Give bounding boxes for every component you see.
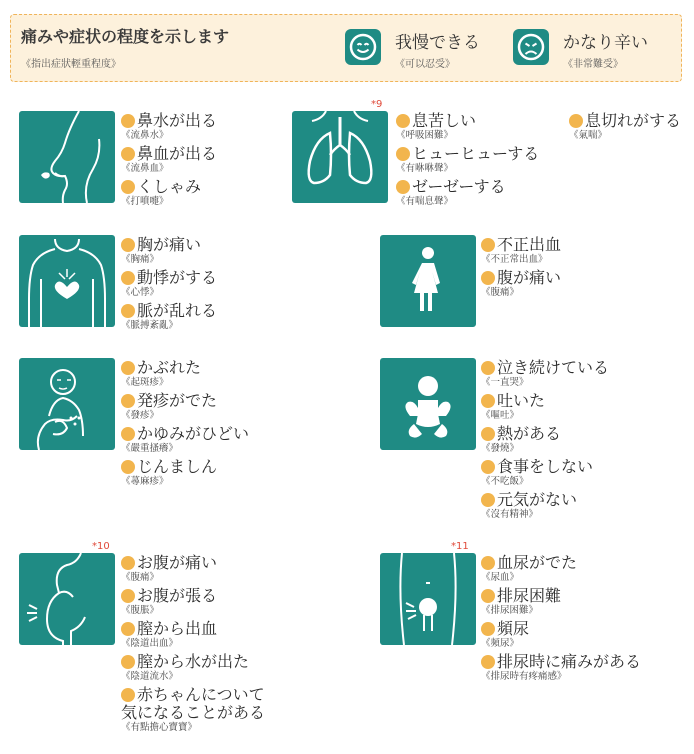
symptom-item[interactable]: 排尿時に痛みがある 《排尿時有疼痛感》 (481, 652, 642, 682)
bullet-dot (481, 238, 495, 252)
bullet-dot (481, 589, 495, 603)
nose-icon (19, 111, 115, 203)
bullet-dot (121, 114, 135, 128)
woman-icon (380, 235, 476, 327)
rash-icon (19, 358, 115, 450)
frowning-face-icon (513, 29, 549, 65)
baby-icon (380, 358, 476, 450)
bullet-dot (481, 271, 495, 285)
bullet-dot (121, 622, 135, 636)
symptom-item[interactable]: かゆみがひどい 《嚴重搔癢》 (121, 424, 250, 454)
symptom-item[interactable]: 頻尿 《頻尿》 (481, 619, 530, 649)
symptom-item[interactable]: 胸が痛い 《胸痛》 (121, 235, 202, 265)
bullet-dot (121, 147, 135, 161)
level-bearable-sub: 《可以忍受》 (395, 59, 455, 70)
level-painful-label: かなり辛い (563, 33, 648, 53)
chest-icon (19, 235, 115, 327)
bullet-dot (121, 688, 135, 702)
bladder-icon (380, 553, 476, 645)
bullet-dot (121, 238, 135, 252)
banner-subtitle: 《指出症狀輕重程度》 (21, 59, 121, 70)
symptom-item[interactable]: 鼻血が出る 《流鼻血》 (121, 144, 218, 174)
symptom-item[interactable]: ゼーゼーする 《有喘息聲》 (396, 177, 506, 207)
severity-legend-banner (10, 14, 682, 82)
symptom-item[interactable]: ヒューヒューする 《有咻咻聲》 (396, 144, 540, 174)
level-bearable-label: 我慢できる (395, 33, 480, 53)
symptom-item[interactable]: 泣き続けている 《一直哭》 (481, 358, 610, 388)
bullet-dot (121, 427, 135, 441)
bullet-dot (121, 556, 135, 570)
symptom-item[interactable]: 膣から水が出た 《陰道流水》 (121, 652, 250, 682)
bullet-dot (121, 655, 135, 669)
bullet-dot (121, 180, 135, 194)
bullet-dot (121, 589, 135, 603)
level-painful-sub: 《非常難受》 (563, 59, 623, 70)
symptom-item[interactable]: 血尿がでた 《尿血》 (481, 553, 578, 583)
bullet-dot (481, 460, 495, 474)
symptom-item[interactable]: じんましん 《蕁麻疹》 (121, 457, 218, 487)
bullet-dot (481, 361, 495, 375)
bullet-dot (481, 493, 495, 507)
smiling-face-icon (345, 29, 381, 65)
bullet-dot (481, 556, 495, 570)
footnote-mark: *11 (451, 541, 469, 552)
symptom-item[interactable]: 脈が乱れる 《脈搏紊亂》 (121, 301, 218, 331)
bullet-dot (481, 655, 495, 669)
symptom-item[interactable]: 食事をしない 《不吃飯》 (481, 457, 594, 487)
pregnant-icon (19, 553, 115, 645)
bullet-dot (481, 394, 495, 408)
symptom-item[interactable]: 腹が痛い 《腹痛》 (481, 268, 562, 298)
bullet-dot (481, 427, 495, 441)
footnote-mark: *10 (92, 541, 110, 552)
bullet-dot (121, 304, 135, 318)
symptom-item[interactable]: 息苦しい 《呼吸困難》 (396, 111, 477, 141)
bullet-dot (121, 271, 135, 285)
symptom-item[interactable]: かぶれた 《起斑疹》 (121, 358, 202, 388)
bullet-dot (396, 114, 410, 128)
symptom-item[interactable]: 赤ちゃんについて 気になることがある 《有點擔心寶寶》 (121, 685, 266, 733)
symptom-item[interactable]: くしゃみ 《打噴嚏》 (121, 177, 202, 207)
symptom-item[interactable]: 息切れがする 《氣喘》 (569, 111, 682, 141)
footnote-mark: *9 (371, 99, 383, 110)
bullet-dot (569, 114, 583, 128)
symptom-item[interactable]: 鼻水が出る 《流鼻水》 (121, 111, 218, 141)
banner-title: 痛みや症状の程度を示します (21, 27, 230, 46)
symptom-item[interactable]: 元気がない 《沒有精神》 (481, 490, 578, 520)
bullet-dot (121, 460, 135, 474)
bullet-dot (396, 147, 410, 161)
bullet-dot (481, 622, 495, 636)
symptom-item[interactable]: お腹が痛い 《腹痛》 (121, 553, 218, 583)
symptom-item[interactable]: 熱がある 《發燒》 (481, 424, 562, 454)
symptom-item[interactable]: 動悸がする 《心悸》 (121, 268, 218, 298)
bullet-dot (121, 361, 135, 375)
bullet-dot (121, 394, 135, 408)
lungs-icon (292, 111, 388, 203)
symptom-item[interactable]: 吐いた 《嘔吐》 (481, 391, 546, 421)
symptom-item[interactable]: 発疹がでた 《發疹》 (121, 391, 218, 421)
symptom-item[interactable]: お腹が張る 《腹脹》 (121, 586, 218, 616)
bullet-dot (396, 180, 410, 194)
symptom-item[interactable]: 排尿困難 《排尿困難》 (481, 586, 562, 616)
symptom-item[interactable]: 不正出血 《不正常出血》 (481, 235, 562, 265)
symptom-item[interactable]: 膣から出血 《陰道出血》 (121, 619, 218, 649)
